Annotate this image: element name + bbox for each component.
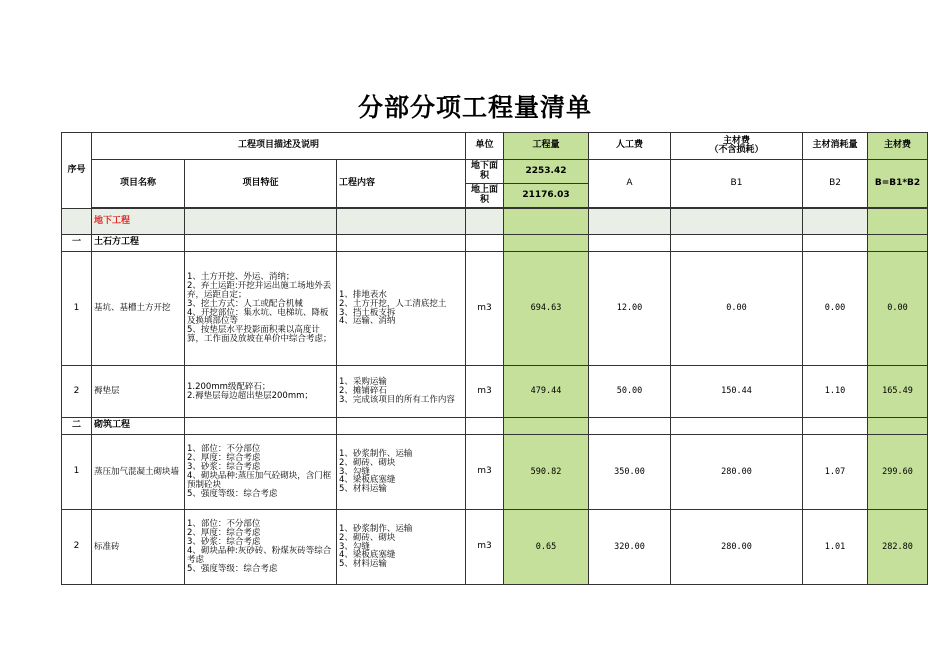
table-row [62, 252, 928, 366]
above-area-value: 21176.03 [504, 184, 589, 208]
row-seq: 2 [62, 366, 92, 418]
header-item-feature: 项目特征 [185, 160, 337, 208]
row-consumption: 1.01 [803, 510, 868, 585]
header-consumption: 主材消耗量 [803, 133, 868, 160]
row-work-content: 1、排地表水 2、土方开挖，人工清底挖土 3、挡土板支拆 4、运输、消纳 [337, 252, 466, 366]
row-seq: 1 [62, 435, 92, 510]
row-main-material: 0.00 [868, 252, 928, 366]
row-labor: 350.00 [589, 435, 671, 510]
header-unit: 单位 [466, 133, 504, 160]
group-name: 砌筑工程 [92, 418, 185, 435]
row-unit: m3 [466, 435, 504, 510]
row-main-material: 299.60 [868, 435, 928, 510]
bill-of-quantities-table [61, 132, 928, 585]
underground-area-label: 地下面积 [466, 160, 504, 184]
group-name: 土石方工程 [92, 235, 185, 252]
group-seq: 一 [62, 235, 92, 252]
row-work-content: 1、砂浆制作、运输 2、砌砖、砌块 3、勾缝 4、梁板底塞缝 5、材料运输 [337, 510, 466, 585]
row-work-content: 1、砂浆制作、运输 2、砌砖、砌块 3、勾缝 4、梁板底塞缝 5、材料运输 [337, 435, 466, 510]
row-item-feature: 1、部位：不分部位 2、厚度：综合考虑 3、砂浆：综合考虑 4、砌块品种:灰砂砖、粉煤灰砖等综合考虑 5、强度等级：综合考虑 [185, 510, 337, 585]
header-quantity: 工程量 [504, 133, 589, 160]
row-work-content: 1、采购运输 2、摊铺碎石 3、完成该项目的所有工作内容 [337, 366, 466, 418]
row-material: 280.00 [671, 435, 803, 510]
row-unit: m3 [466, 366, 504, 418]
header-row-1 [62, 133, 928, 160]
above-area-label: 地上面积 [466, 184, 504, 208]
row-item-feature: 1、部位：不分部位 2、厚度：综合考虑 3、砂浆：综合考虑 4、砌块品种:蒸压加气砼砌块，含门框预制砼块 5、强度等级：综合考虑 [185, 435, 337, 510]
row-item-feature: 1.200mm级配碎石； 2.褥垫层每边超出垫层200mm； [185, 366, 337, 418]
row-unit: m3 [466, 510, 504, 585]
row-item-feature: 1、土方开挖、外运、消纳； 2、弃土运距:开挖并运出施工场地外丢弃，运距自定； 3、挖土方式：人工或配合机械 4、开挖部位：集水坑、电梯坑、降板及换填部位等 5、按垫层水平投影面积乘以高度计算，工作面及放坡在单价中综合考虑； [185, 252, 337, 366]
row-labor: 50.00 [589, 366, 671, 418]
header-labor: 人工费 [589, 133, 671, 160]
row-consumption: 1.07 [803, 435, 868, 510]
row-quantity: 479.44 [504, 366, 589, 418]
row-main-material: 165.49 [868, 366, 928, 418]
table-row [62, 510, 928, 585]
header-item-name: 项目名称 [92, 160, 185, 208]
code-labor: A [589, 160, 671, 208]
row-consumption: 1.10 [803, 366, 868, 418]
page-title: 分部分项工程量清单 [357, 93, 592, 122]
row-seq: 1 [62, 252, 92, 366]
group-row [62, 235, 928, 252]
row-item-name: 蒸压加气混凝土砌块墙 [92, 435, 185, 510]
row-quantity: 694.63 [504, 252, 589, 366]
row-main-material: 282.80 [868, 510, 928, 585]
code-consumption: B2 [803, 160, 868, 208]
row-labor: 12.00 [589, 252, 671, 366]
row-quantity: 0.65 [504, 510, 589, 585]
code-main: B=B1*B2 [868, 160, 928, 208]
header-desc-group: 工程项目描述及说明 [92, 133, 466, 160]
row-consumption: 0.00 [803, 252, 868, 366]
section-row [62, 209, 928, 235]
underground-area-value: 2253.42 [504, 160, 589, 184]
header-work-content: 工程内容 [337, 160, 466, 208]
group-seq: 二 [62, 418, 92, 435]
header-material: 主材费 （不含损耗） [671, 133, 803, 160]
row-material: 0.00 [671, 252, 803, 366]
row-material: 150.44 [671, 366, 803, 418]
section-label: 地下工程 [92, 209, 185, 235]
row-item-name: 标准砖 [92, 510, 185, 585]
row-material: 280.00 [671, 510, 803, 585]
group-row [62, 418, 928, 435]
table-row [62, 366, 928, 418]
header-seq: 序号 [62, 133, 92, 209]
table-row [62, 435, 928, 510]
row-quantity: 590.82 [504, 435, 589, 510]
row-unit: m3 [466, 252, 504, 366]
row-item-name: 基坑、基槽土方开挖 [92, 252, 185, 366]
code-material: B1 [671, 160, 803, 208]
row-seq: 2 [62, 510, 92, 585]
header-main-material: 主材费 [868, 133, 928, 160]
row-labor: 320.00 [589, 510, 671, 585]
row-item-name: 褥垫层 [92, 366, 185, 418]
header-row-2 [62, 160, 928, 184]
